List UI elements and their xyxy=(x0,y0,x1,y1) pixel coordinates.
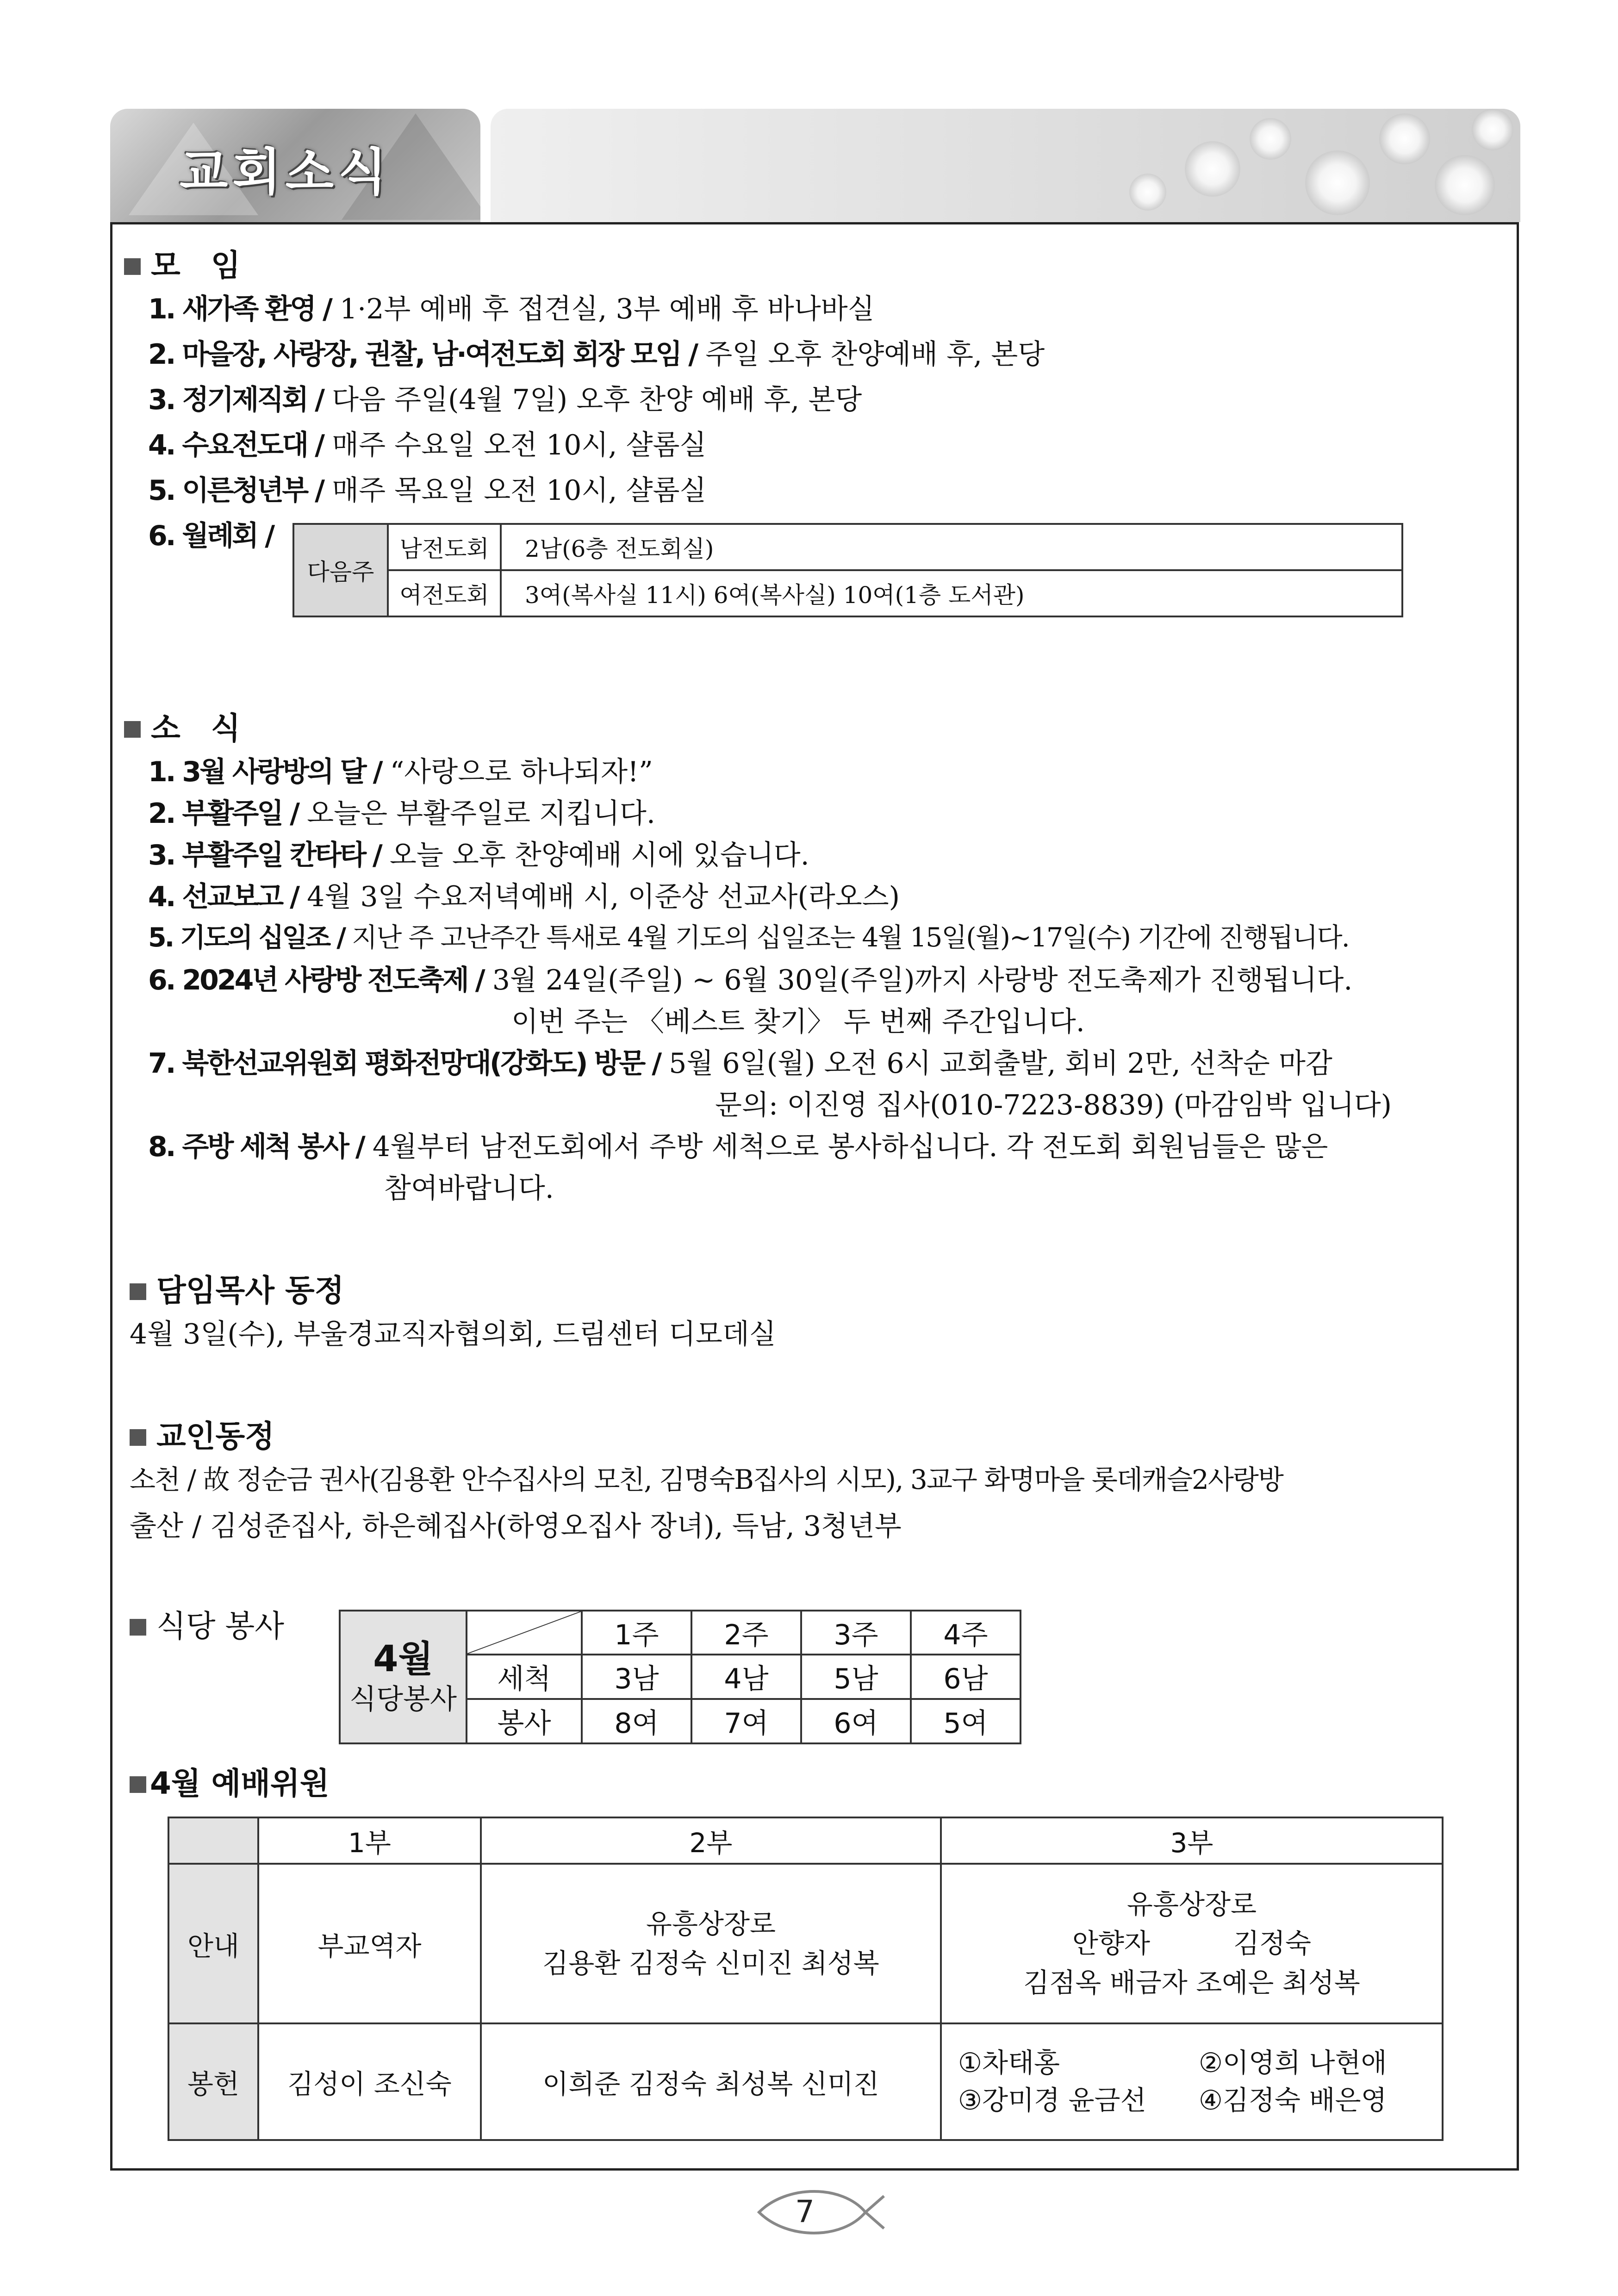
news-item-continued: 참여바랍니다. xyxy=(384,1172,554,1205)
news-item: 3. 부활주일 칸타타 / 오늘 오후 찬양예배 시에 있습니다. xyxy=(148,839,809,871)
flower-icon xyxy=(1250,118,1291,160)
table-cell xyxy=(941,2023,1443,2140)
table-cell-detail: 2남(6층 전도회실) xyxy=(501,524,1402,570)
news-item: 6. 2024년 사랑방 전도축제 / 3월 24일(주일) ~ 6월 30일(주일)까지 사랑방 전도축제가 진행됩니다. xyxy=(148,964,1353,996)
row-label: 세척 xyxy=(467,1655,582,1699)
ichthys-fish-icon xyxy=(750,2182,889,2242)
table-cell: 6여 xyxy=(801,1699,911,1743)
table-cell xyxy=(481,1864,941,2023)
meeting-item: 5. 이른청년부 / 매주 목요일 오전 10시, 샬롬실 xyxy=(148,474,707,507)
table-cell: 8여 xyxy=(582,1699,691,1743)
cell-line: 유흥상장로 xyxy=(646,1908,776,1940)
table-cell-week: 다음주 xyxy=(293,524,388,616)
news-heading: 소 식 xyxy=(124,703,241,747)
bullet-square-icon xyxy=(124,258,141,275)
news-item: 8. 주방 세척 봉사 / 4월부터 남전도회에서 주방 세척으로 봉사하십니다. 각 전도회 회원님들은 많은 xyxy=(148,1131,1328,1163)
bullet-square-icon xyxy=(130,1283,146,1300)
table-cell: 3남 xyxy=(582,1655,691,1699)
meeting-item: 3. 정기제직회 / 다음 주일(4월 7일) 오후 찬양 예배 후, 본당 xyxy=(148,384,862,416)
header-flower-decoration xyxy=(491,109,1520,222)
bullet-square-icon xyxy=(124,721,141,738)
cafeteria-service-table xyxy=(339,1610,1021,1744)
flower-icon xyxy=(1305,150,1370,215)
meeting-item: 1. 새가족 환영 / 1·2부 예배 후 접견실, 3부 예배 후 바나바실 xyxy=(148,293,875,325)
table-cell-group: 여전도회 xyxy=(388,570,501,616)
cell-line: 유흥상장로 xyxy=(1126,1889,1257,1921)
row-label: 봉사 xyxy=(467,1699,582,1743)
flower-icon xyxy=(1185,141,1240,197)
table-cell-detail: 3여(복사실 11시) 6여(복사실) 10여(1층 도서관) xyxy=(501,570,1402,616)
worship-committee-table xyxy=(168,1817,1444,2141)
table-cell: 7여 xyxy=(691,1699,801,1743)
diagonal-line-icon xyxy=(467,1612,581,1654)
monthly-meeting-table xyxy=(292,523,1403,617)
cell-line: 안향자 김정숙 xyxy=(1072,1928,1312,1960)
meeting-item: 4. 수요전도대 / 매주 수요일 오전 10시, 샬롬실 xyxy=(148,429,707,461)
flower-icon xyxy=(1379,113,1430,164)
page-number: 7 xyxy=(795,2194,815,2229)
cafeteria-heading: 식당 봉사 xyxy=(130,1601,284,1645)
news-item: 7. 북한선교위원회 평화전망대(강화도) 방문 / 5월 6일(월) 오전 6시 교회출발, 회비 2만, 선착순 마감 xyxy=(148,1047,1332,1080)
column-header: 1부 xyxy=(258,1817,481,1864)
meetings-heading: 모 임 xyxy=(124,241,241,285)
members-news-line: 출산 / 김성준집사, 하은혜집사(하영오집사 장녀), 득남, 3청년부 xyxy=(130,1510,902,1543)
pastor-heading: 담임목사 동정 xyxy=(130,1266,344,1310)
members-heading: 교인동정 xyxy=(130,1412,274,1456)
bullet-square-icon xyxy=(130,1776,146,1793)
section-header-banner xyxy=(110,109,480,222)
bullet-square-icon xyxy=(130,1429,146,1446)
column-header: 2부 xyxy=(481,1817,941,1864)
cell-line: 김점옥 배금자 조예은 최성복 xyxy=(1023,1966,1360,1998)
news-item: 1. 3월 사랑방의 달 / “사랑으로 하나되자!” xyxy=(148,756,653,788)
table-cell: 5남 xyxy=(801,1655,911,1699)
row-label: 안내 xyxy=(168,1864,258,2023)
table-cell: 5여 xyxy=(911,1699,1021,1743)
news-item-continued: 이번 주는 〈베스트 찾기〉 두 번째 주간입니다. xyxy=(511,1006,1085,1038)
cell-line: ③강미경 윤금선 ④김정숙 배은영 xyxy=(958,2084,1387,2116)
week-header: 2주 xyxy=(691,1611,801,1655)
table-corner-cell xyxy=(168,1817,258,1864)
row-label: 봉헌 xyxy=(168,2023,258,2140)
table-cell: 부교역자 xyxy=(258,1864,481,2023)
week-header: 3주 xyxy=(801,1611,911,1655)
week-header: 1주 xyxy=(582,1611,691,1655)
table-cell: 김성이 조신숙 xyxy=(258,2023,481,2140)
flower-icon xyxy=(1472,109,1513,150)
table-cell: 이희준 김정숙 최성복 신미진 xyxy=(481,2023,941,2140)
cell-line: ①차태홍 ②이영희 나현애 xyxy=(958,2047,1387,2078)
flower-icon xyxy=(1129,174,1166,211)
news-item-continued: 문의: 이진영 집사(010-7223-8839) (마감임박 입니다) xyxy=(715,1089,1392,1121)
table-cell-group: 남전도회 xyxy=(388,524,501,570)
cafeteria-month-sub: 식당봉사 xyxy=(349,1683,457,1716)
cell-line: 김용환 김정숙 신미진 최성복 xyxy=(542,1947,879,1979)
week-header: 4주 xyxy=(911,1611,1021,1655)
flower-icon xyxy=(1435,155,1495,215)
worship-heading: 4월 예배위원 xyxy=(130,1759,330,1803)
table-cell: 6남 xyxy=(911,1655,1021,1699)
news-item: 4. 선교보고 / 4월 3일 수요저녁예배 시, 이준상 선교사(라오스) xyxy=(148,881,900,913)
bullet-square-icon xyxy=(130,1619,146,1636)
page-title: 교회소식 xyxy=(180,143,392,201)
news-item: 5. 기도의 십일조 / 지난 주 고난주간 특새로 4월 기도의 십일조는 4월 15일(월)~17일(수) 기간에 진행됩니다. xyxy=(148,922,1349,953)
pastor-schedule-text: 4월 3일(수), 부울경교직자협의회, 드림센터 디모데실 xyxy=(130,1318,776,1350)
column-header: 3부 xyxy=(941,1817,1443,1864)
news-item: 2. 부활주일 / 오늘은 부활주일로 지킵니다. xyxy=(148,797,655,830)
table-cell xyxy=(941,1864,1443,2023)
meeting-item: 6. 월례회 / xyxy=(148,520,274,552)
cafeteria-month: 4월 xyxy=(373,1638,433,1680)
cafeteria-month-cell xyxy=(340,1611,467,1743)
members-news-line: 소천 / 故 정순금 권사(김용환 안수집사의 모친, 김명숙B집사의 시모), 3교구 화명마을 롯데캐슬2사랑방 xyxy=(130,1464,1283,1495)
meeting-item: 2. 마을장, 사랑장, 권찰, 남·여전도회 회장 모임 / 주일 오후 찬양예배 후, 본당 xyxy=(148,338,1045,371)
table-cell: 4남 xyxy=(691,1655,801,1699)
diagonal-header-cell xyxy=(467,1611,582,1655)
